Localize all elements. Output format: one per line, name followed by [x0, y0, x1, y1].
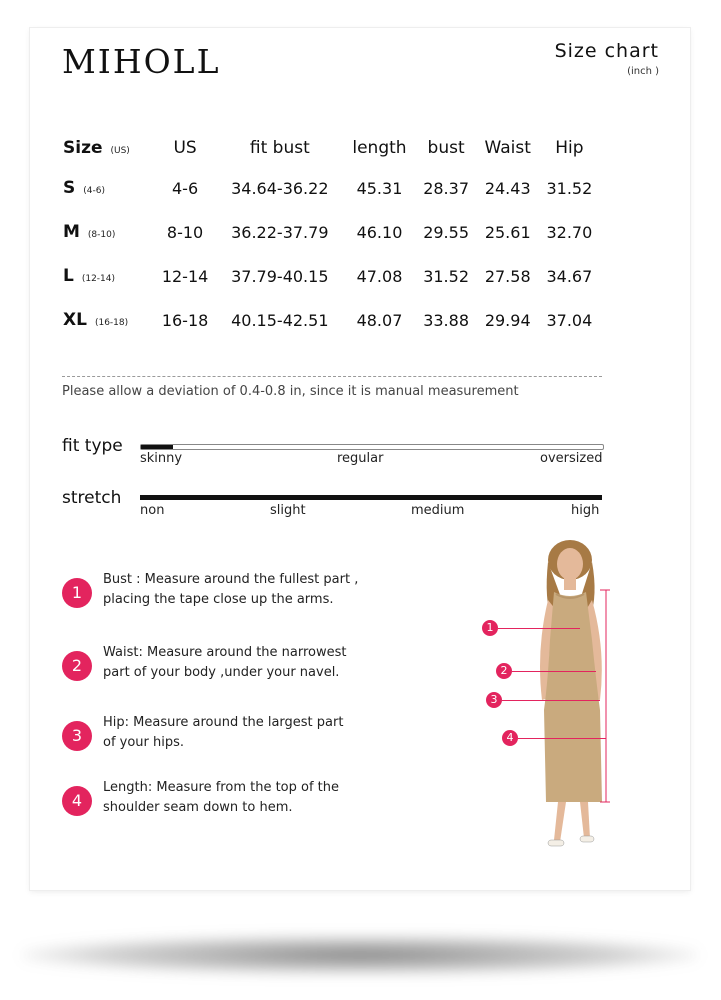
table-row [62, 166, 600, 210]
fit-type-fill [141, 445, 173, 449]
bust-cell: 28.37 [423, 178, 469, 198]
us-cell: 4-6 [172, 178, 199, 198]
header-fit-bust: fit bust [249, 138, 310, 158]
waist-cell: 25.61 [484, 222, 531, 242]
hip-cell: 37.04 [546, 310, 593, 330]
size-header: Size (US) [63, 138, 130, 158]
table-row [62, 254, 600, 298]
number-badge: 3 [62, 721, 92, 751]
length-cell: 45.31 [356, 178, 403, 198]
bust-marker: 1 [482, 620, 498, 636]
fit-bust-cell: 40.15-42.51 [231, 310, 329, 330]
number-badge: 4 [62, 786, 92, 816]
header-length: length [352, 138, 407, 158]
dashed-divider [62, 376, 602, 377]
waist-cell: 24.43 [484, 178, 531, 198]
fit-tick-regular: regular [337, 451, 384, 466]
fit-bust-cell: 36.22-37.79 [231, 222, 329, 242]
fit-tick-skinny: skinny [140, 451, 183, 466]
us-cell: 8-10 [166, 222, 204, 242]
length-cell: 46.10 [356, 222, 403, 242]
stretch-tick-non: non [140, 503, 165, 518]
header-us: US [173, 138, 197, 158]
hip-cell: 34.67 [546, 266, 593, 286]
size-cell: S (4-6) [63, 178, 105, 198]
fit-tick-oversized: oversized [540, 451, 603, 466]
stretch-tick-slight: slight [270, 503, 306, 518]
fit-bust-cell: 37.79-40.15 [231, 266, 329, 286]
us-cell: 16-18 [161, 310, 209, 330]
hip-cell: 32.70 [546, 222, 593, 242]
brand-logo: MIHOLL [62, 42, 221, 81]
length-marker-line [518, 738, 606, 739]
chart-title: Size chart [554, 40, 659, 62]
size-cell: XL (16-18) [63, 310, 129, 330]
number-badge: 2 [62, 651, 92, 681]
size-cell: M (8-10) [63, 222, 116, 242]
length-cell: 47.08 [356, 266, 403, 286]
bust-cell: 29.55 [423, 222, 469, 242]
header-waist: Waist [484, 138, 531, 158]
waist-marker-line [512, 671, 596, 672]
stretch-tick-high: high [571, 503, 600, 518]
table-header-row [62, 130, 600, 166]
model-figure [440, 540, 610, 860]
size-cell: L (12-14) [63, 266, 116, 286]
stretch-label: stretch [62, 488, 122, 508]
waist-cell: 29.94 [484, 310, 531, 330]
size-table [62, 130, 600, 342]
hip-marker: 3 [486, 692, 502, 708]
waist-marker: 2 [496, 663, 512, 679]
waist-cell: 27.58 [484, 266, 531, 286]
page-shadow [22, 935, 698, 975]
table-row [62, 210, 600, 254]
stretch-scale [140, 495, 602, 500]
bust-cell: 33.88 [423, 310, 469, 330]
hip-marker-line [502, 700, 600, 701]
stretch-tick-medium: medium [411, 503, 465, 518]
us-cell: 12-14 [161, 266, 209, 286]
fit-type-scale [140, 444, 604, 450]
bust-cell: 31.52 [423, 266, 469, 286]
hip-cell: 31.52 [546, 178, 593, 198]
length-cell: 48.07 [356, 310, 403, 330]
header-bust: bust [427, 138, 465, 158]
number-badge: 1 [62, 578, 92, 608]
unit-label: (inch ) [627, 66, 659, 77]
length-marker: 4 [502, 730, 518, 746]
deviation-note: Please allow a deviation of 0.4-0.8 in, since it is manual measurement [62, 384, 519, 399]
fit-type-label: fit type [62, 436, 123, 456]
header-hip: Hip [555, 138, 584, 158]
fit-bust-cell: 34.64-36.22 [231, 178, 329, 198]
bust-marker-line [498, 628, 580, 629]
table-row [62, 298, 600, 342]
